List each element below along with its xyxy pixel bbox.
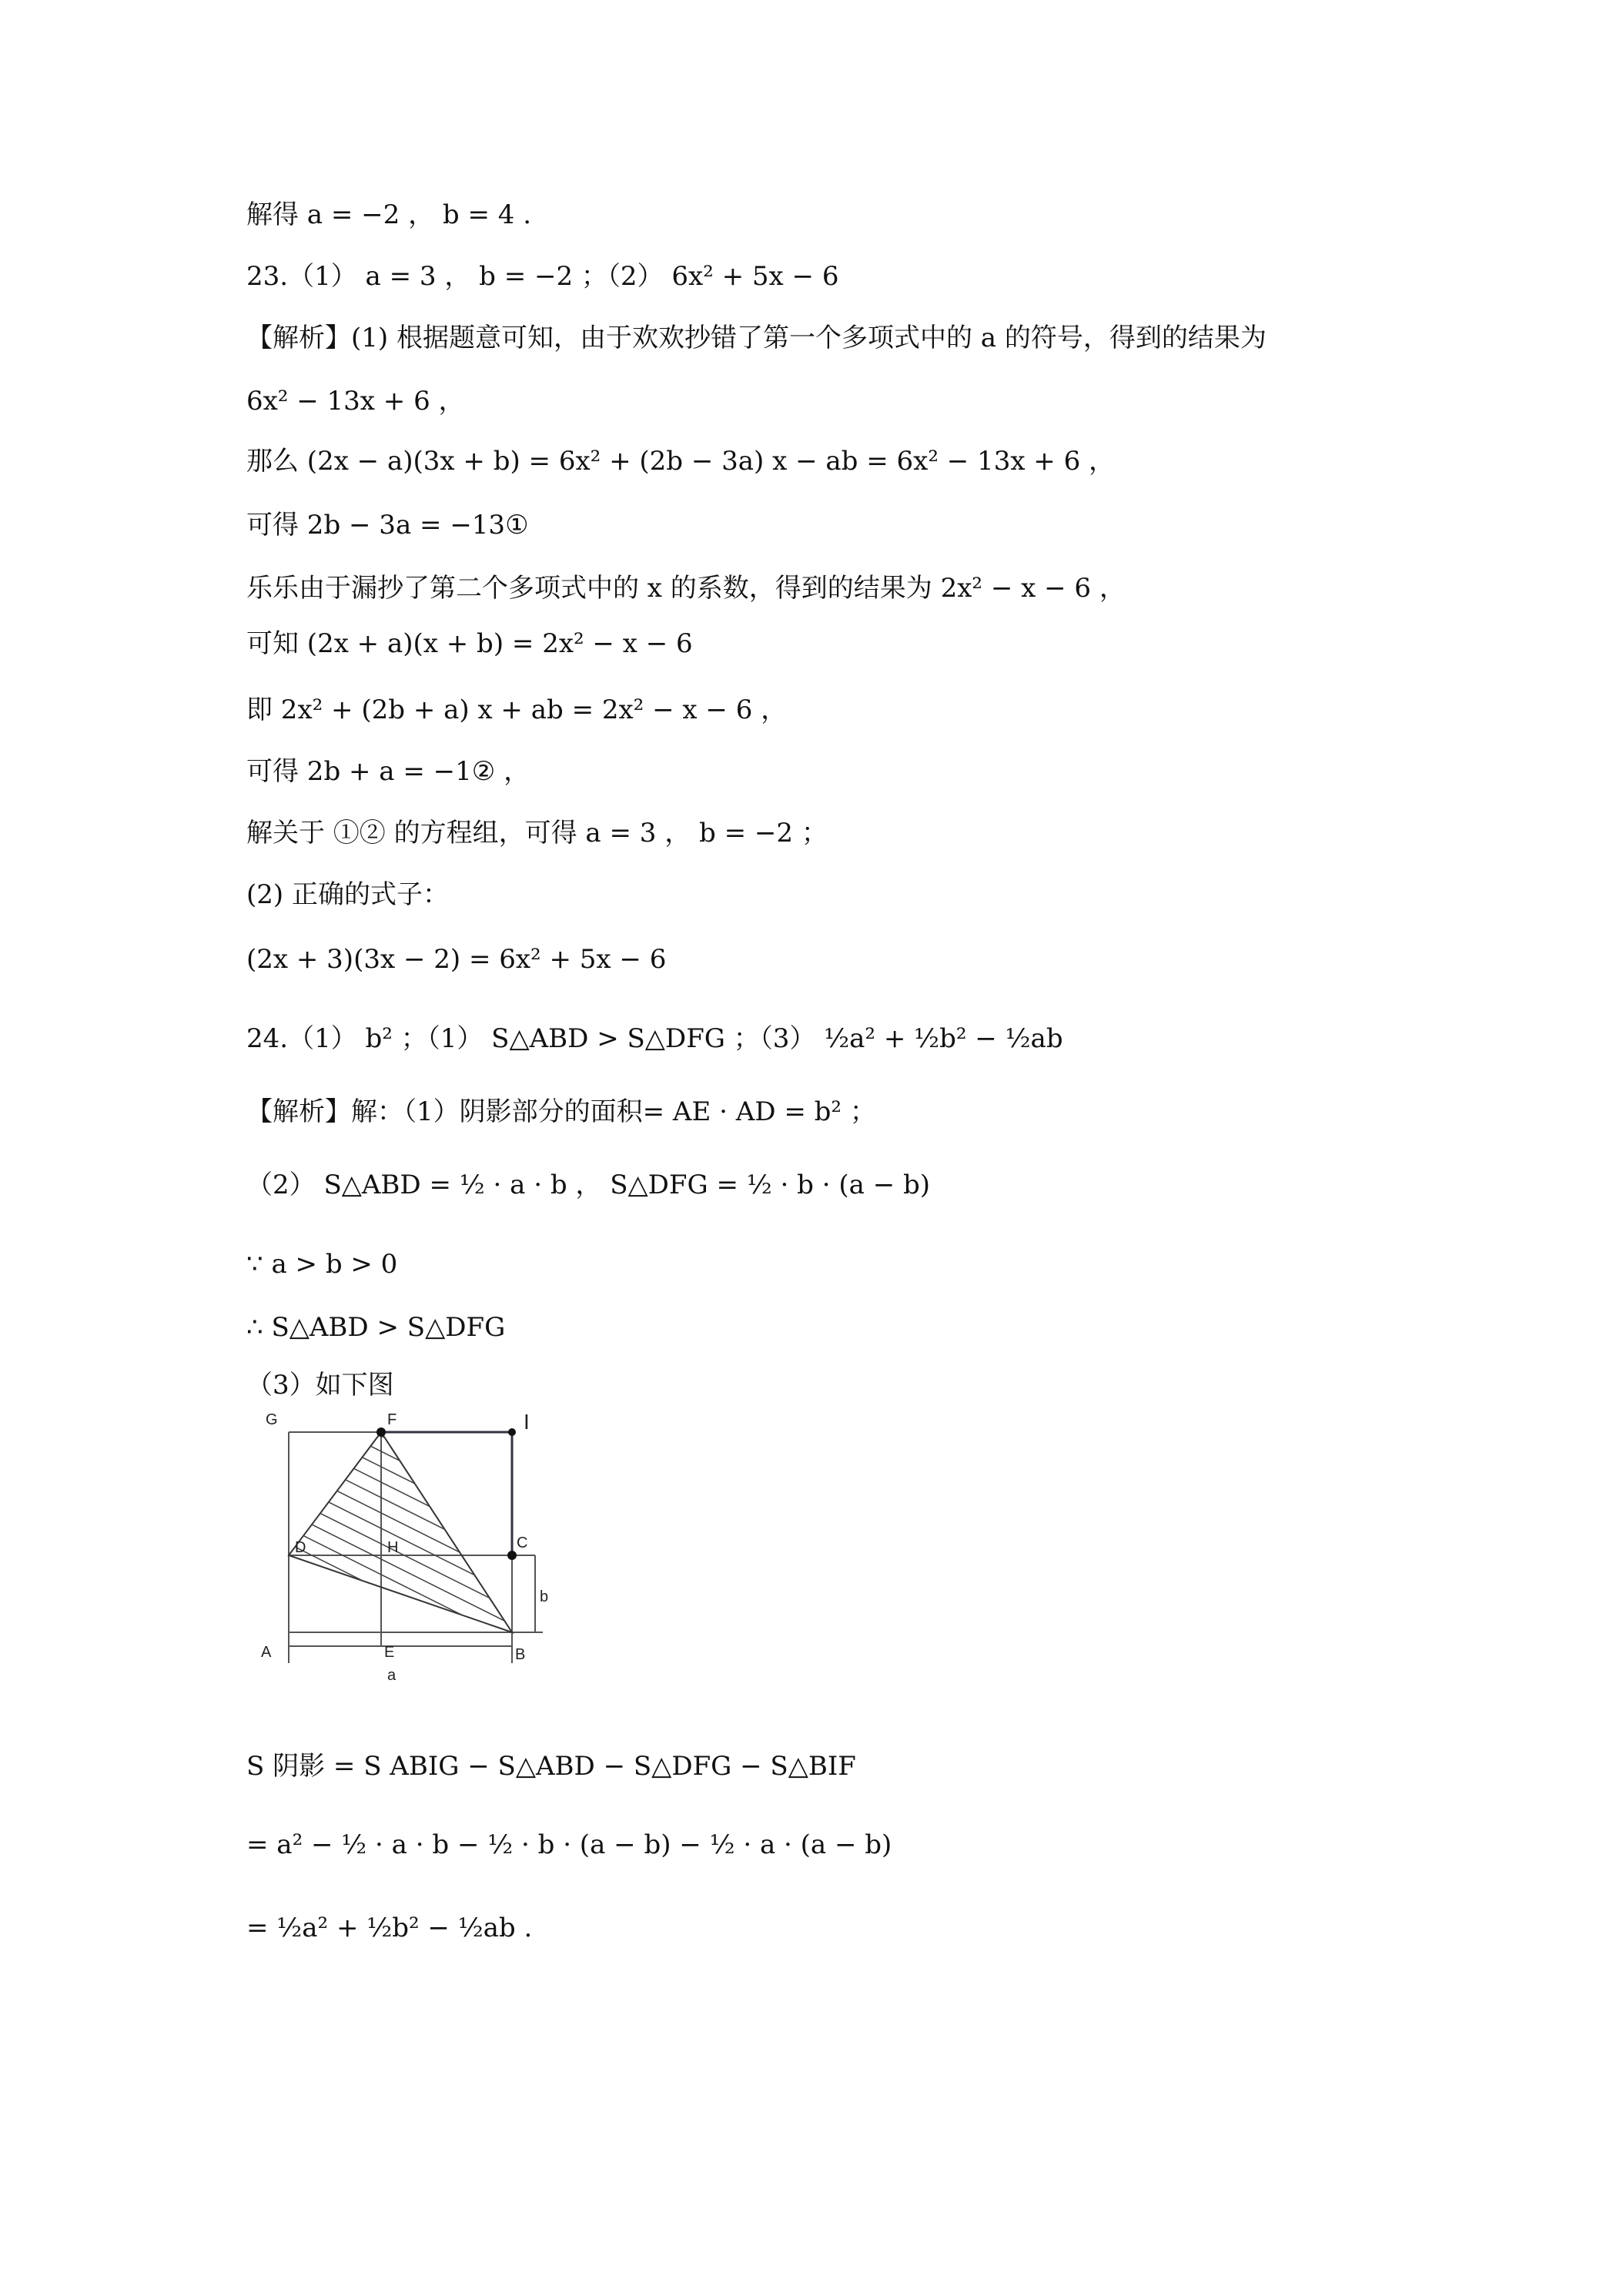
label-g: G: [266, 1411, 278, 1428]
text-line-19: （3）如下图: [246, 1370, 394, 1401]
text-line-16: （2） S△ABD = ½ · a · b ， S△DFG = ½ · b · (a − b): [246, 1170, 931, 1200]
text-line-20: S 阴影 = S ABIG − S△ABD − S△DFG − S△BIF: [246, 1751, 856, 1782]
text-line-15: 【解析】解：（1）阴影部分的面积= AE · AD = b² ；: [246, 1096, 876, 1127]
label-c: C: [517, 1535, 528, 1551]
label-a-point: A: [261, 1644, 272, 1661]
shaded-triangle: [289, 1432, 512, 1632]
geometry-figure: [250, 1401, 574, 1709]
text-line-4: 6x² − 13x + 6 ，: [246, 386, 465, 417]
text-line-17: ∵ a > b > 0: [246, 1249, 398, 1280]
text-line-10: 可得 2b + a = −1② ，: [246, 756, 530, 787]
text-line-13: (2x + 3)(3x − 2) = 6x² + 5x − 6: [246, 944, 667, 975]
text-line-9: 即 2x² + (2b + a) x + ab = 2x² − x − 6 ，: [246, 694, 788, 725]
text-line-3: 【解析】(1) 根据题意可知，由于欢欢抄错了第一个多项式中的 a 的符号，得到的结果为: [246, 323, 1267, 353]
text-line-6: 可得 2b − 3a = −13①: [246, 510, 529, 541]
label-d: D: [295, 1539, 306, 1556]
text-line-21: = a² − ½ · a · b − ½ · b · (a − b) − ½ · a · (a − b): [246, 1829, 892, 1860]
label-b-length: b: [540, 1588, 549, 1605]
text-line-8: 可知 (2x + a)(x + b) = 2x² − x − 6: [246, 628, 693, 659]
text-line-12: (2) 正确的式子：: [246, 879, 449, 910]
text-line-18: ∴ S△ABD > S△DFG: [246, 1312, 506, 1343]
point-f: [376, 1427, 386, 1437]
point-i: [508, 1428, 516, 1436]
label-f: F: [387, 1411, 397, 1428]
label-h: H: [387, 1539, 399, 1556]
point-c: [507, 1551, 517, 1560]
text-line-2: 23.（1） a = 3 ， b = −2 ；（2） 6x² + 5x − 6: [246, 261, 839, 292]
text-line-7: 乐乐由于漏抄了第二个多项式中的 x 的系数，得到的结果为 2x² − x − 6 ，: [246, 573, 1126, 604]
label-a-length: a: [387, 1667, 397, 1684]
label-e: E: [384, 1644, 395, 1661]
text-line-22: = ½a² + ½b² − ½ab .: [246, 1913, 533, 1943]
text-line-5: 那么 (2x − a)(3x + b) = 6x² + (2b − 3a) x − ab = 6x² − 13x + 6 ，: [246, 446, 1116, 477]
label-b-point: B: [515, 1646, 526, 1663]
label-i: I: [524, 1410, 530, 1434]
text-line-14: 24.（1） b² ；（1） S△ABD > S△DFG ；（3） ½a² + ½b² − ½ab: [246, 1023, 1063, 1054]
text-line-1: 解得 a = −2 ， b = 4 .: [246, 199, 532, 230]
text-line-11: 解关于 ①② 的方程组，可得 a = 3 ， b = −2 ；: [246, 818, 828, 848]
